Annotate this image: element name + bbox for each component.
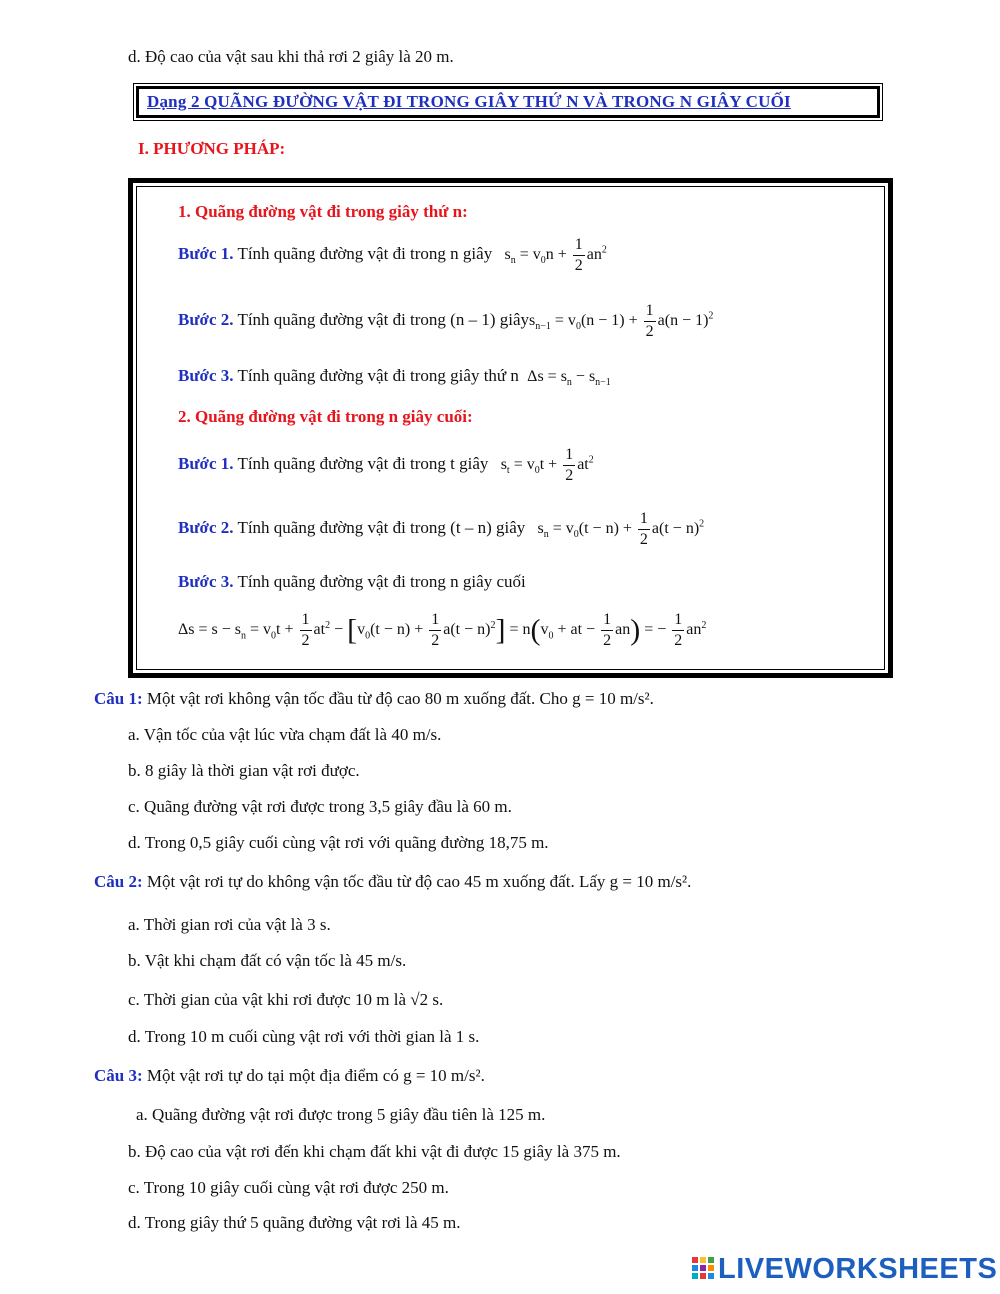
logo-text: LIVEWORKSHEETS <box>718 1253 998 1285</box>
logo-grid-icon <box>692 1257 714 1281</box>
previous-option-d: d. Độ cao của vật sau khi thả rơi 2 giây là 20 m. <box>128 47 454 66</box>
part2-step1 <box>178 445 594 486</box>
question-text: Một vật rơi tự do tại một địa điểm có g = 10 m/s². <box>142 1066 485 1085</box>
option[interactable]: d. Trong giây thứ 5 quãng đường vật rơi là 45 m. <box>128 1213 461 1232</box>
option[interactable]: a. Vận tốc của vật lúc vừa chạm đất là 40 m/s. <box>128 725 442 744</box>
option[interactable]: d. Trong 10 m cuối cùng vật rơi với thời gian là 1 s. <box>128 1027 480 1046</box>
part2-step3 <box>178 571 526 593</box>
question-text: Một vật rơi không vận tốc đầu từ độ cao 80 m xuống đất. Cho g = 10 m/s². <box>142 689 654 708</box>
question-label: Câu 3: <box>94 1066 143 1085</box>
question-label: Câu 2: <box>94 872 143 891</box>
option[interactable]: c. Thời gian của vật khi rơi được 10 m là √2 s. <box>128 990 444 1009</box>
option[interactable]: b. 8 giây là thời gian vật rơi được. <box>128 761 360 780</box>
step-label: Bước 2. <box>178 518 234 538</box>
step-label: Bước 2. <box>178 310 234 330</box>
part1-step3 <box>178 365 611 394</box>
step-text: Tính quãng đường vật đi trong n giây <box>237 244 493 264</box>
part1-step2 <box>178 301 713 342</box>
question-3 <box>94 1065 485 1087</box>
question-2 <box>94 871 691 893</box>
question-text: Một vật rơi tự do không vận tốc đầu từ độ cao 45 m xuống đất. Lấy g = 10 m/s². <box>142 872 692 891</box>
option[interactable]: b. Độ cao của vật rơi đến khi chạm đất khi vật đi được 15 giây là 375 m. <box>128 1142 621 1161</box>
step-text: Tính quãng đường vật đi trong t giây <box>237 454 489 474</box>
formula-sn: $s_n = v_0n$ + $\frac{1}{2}$ $an^2$ <box>496 236 607 274</box>
part2-step2 <box>178 509 704 550</box>
step-label: Bước 3. <box>178 572 234 591</box>
formula-sn-1: $s_{n-1} = v_0(n - 1)$ + $\frac{1}{2}$ $a(n - 1)^2$ <box>529 302 714 340</box>
question-1 <box>94 688 654 710</box>
section-title-box <box>136 86 880 118</box>
step-text: Tính quãng đường vật đi trong (t – n) giây <box>237 518 526 538</box>
part1-step1 <box>178 235 607 276</box>
option[interactable]: a. Quãng đường vật rơi được trong 5 giây đầu tiên là 125 m. <box>136 1105 546 1124</box>
formula-st: $s_t = v_0t$ + $\frac{1}{2}$ $at^2$ <box>492 446 594 484</box>
step-label: Bước 1. <box>178 454 234 474</box>
section-title: Dạng 2 QUÃNG ĐƯỜNG VẬT ĐI TRONG GIÂY THỨ N VÀ TRONG N GIÂY CUỐI <box>147 92 791 111</box>
formula-delta-s: $\Delta s = s_n - s_{n-1}$ <box>523 368 611 389</box>
option[interactable]: d. Trong 0,5 giây cuối cùng vật rơi với quãng đường 18,75 m. <box>128 833 549 852</box>
option[interactable]: b. Vật khi chạm đất có vận tốc là 45 m/s. <box>128 951 407 970</box>
option[interactable]: a. Thời gian rơi của vật là 3 s. <box>128 915 331 934</box>
formula-final: $\Delta s = s - s_n = v_0t$ + $\frac{1}{2}$ $at^2 - [v_0(t - n)$ + $\frac{1}{2}$ $a(t - n)^2] = n(v_0$ + at − $\frac{1}{2}$ an) = − $\frac{1}{2}$ $an^2$ <box>178 611 707 649</box>
option[interactable]: c. Quãng đường vật rơi được trong 3,5 giây đầu là 60 m. <box>128 797 512 816</box>
step-text: Tính quãng đường vật đi trong (n – 1) giây <box>237 310 530 330</box>
step-label: Bước 1. <box>178 244 234 264</box>
part1-title: 1. Quãng đường vật đi trong giây thứ n: <box>178 202 468 221</box>
method-box <box>128 178 893 678</box>
step-text: Tính quãng đường vật đi trong giây thứ n <box>237 366 519 385</box>
formula-sn-tn: $s_n = v_0(t - n)$ + $\frac{1}{2}$ $a(t - n)^2$ <box>529 510 705 548</box>
step-label: Bước 3. <box>178 366 234 385</box>
method-heading: I. PHƯƠNG PHÁP: <box>138 139 286 158</box>
part2-title: 2. Quãng đường vật đi trong n giây cuối: <box>178 407 473 426</box>
question-label: Câu 1: <box>94 689 143 708</box>
option[interactable]: c. Trong 10 giây cuối cùng vật rơi được 250 m. <box>128 1178 449 1197</box>
step-text: Tính quãng đường vật đi trong n giây cuối <box>237 572 526 591</box>
